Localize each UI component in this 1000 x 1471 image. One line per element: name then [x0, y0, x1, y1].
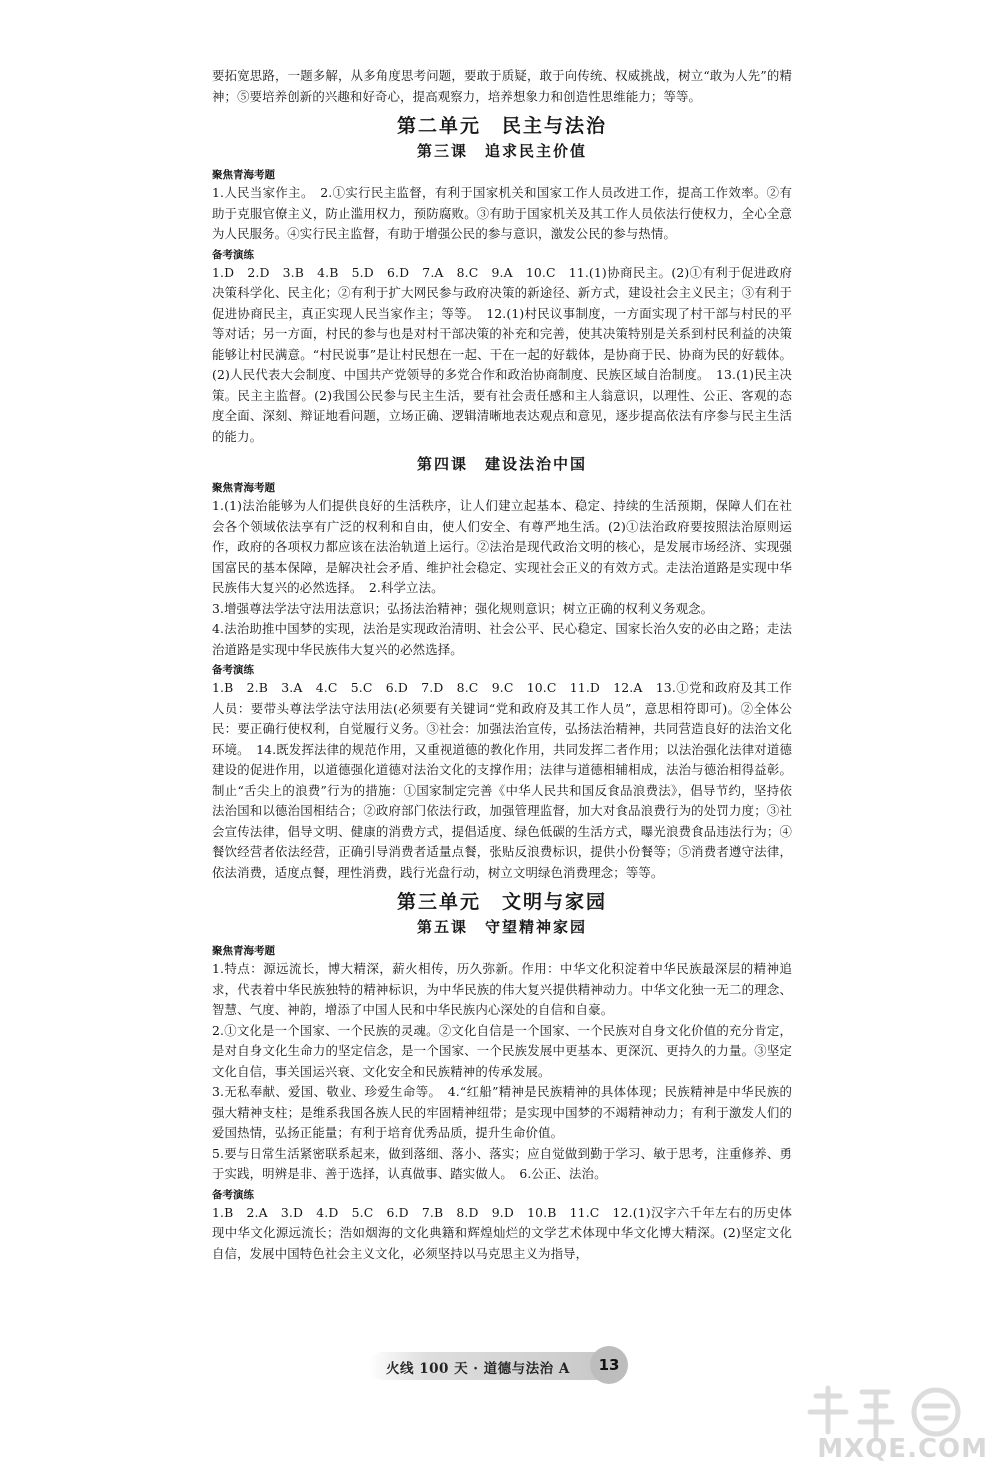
lesson4-focus-item: 3.增强尊法学法守法用法意识；弘扬法治精神；强化规则意识；树立正确的权利义务观念。: [212, 600, 714, 616]
watermark-site-text: MXQE.COM: [817, 1434, 988, 1464]
page-footer: [368, 1346, 630, 1384]
lesson4-focus-item: 4.法治助推中国梦的实现，法治是实现政治清明、社会公平、民心稳定、国家长治久安的必由之路；走法治道路是实现中华民族伟大复兴的必然选择。: [212, 621, 792, 657]
lesson4-practice-text: 1.B 2.B 3.A 4.C 5.C 6.D 7.D 8.C 9.C 10.C 11.D 12.A 13.①党和政府及其工作人员：要带头尊法学法守法用法(必须要有关键词“党和政府及其工作人员”，意思相符即可)。②全体公民：要正确行使权利，自觉履行义务。③社会：加强法治宣传，弘扬法治精神，共同营造良好的法治文化环境。 14.既发挥法律的规范作用，又重视道德的教化作用，共同发挥二者作用；以法治强化法律对道德建设的促进作用，以道德强化道德对法治文化的支撑作用；法律与道德相辅相成，法治与德治相得益彰。制止“舌尖上的浪费”行为的措施：①国家制定完善《中华人民共和国反食品浪费法》，倡导节约，坚持依法治国和以德治国相结合；②政府部门依法行政，加强管理监督，加大对食品浪费行为的处罚力度；③社会宣传法律，倡导文明、健康的消费方式，提倡适度、绿色低碳的生活方式，曝光浪费食品违法行为；④餐饮经营者依法经营，正确引导消费者适量点餐，张贴反浪费标识，提供小份餐等；⑤消费者遵守法律，依法消费，适度点餐，理性消费，践行光盘行动，树立文明绿色消费理念；等等。: [212, 680, 792, 880]
unit3-title: 第三单元 文明与家园: [396, 891, 607, 913]
lesson5-focus-item: 5.要与日常生活紧密联系起来，做到落细、落小、落实；应自觉做到勤于学习、敏于思考，注重修养、勇于实践，明辨是非、善于选择，认真做事、踏实做人。 6.公正、法治。: [212, 1145, 792, 1181]
lesson5-practice-text: 1.B 2.A 3.D 4.D 5.C 6.D 7.B 8.D 9.D 10.B 11.C 12.(1)汉字六千年左右的历史体现中华文化源远流长；浩如烟海的文化典籍和辉煌灿烂的文学艺术体现中华文化博大精深。(2)坚定文化自信，发展中国特色社会主义文化，必须坚持以马克思主义为指导，: [212, 1204, 792, 1261]
lesson3-focus-text: 1.人民当家作主。 2.①实行民主监督，有利于国家机关和国家工作人员改进工作，提高工作效率。②有助于克服官僚主义，防止滥用权力，预防腐败。③有助于国家机关及其工作人员依法行使权力，全心全意为人民服务。④实行民主监督，有助于增强公民的参与意识，激发公民的参与热情。: [212, 185, 792, 241]
lesson3-practice-label: 备考演练: [212, 248, 254, 261]
intro-paragraph: 要拓宽思路，一题多解，从多角度思考问题，要敢于质疑，敢于向传统、权威挑战，树立“敢为人先”的精神；⑤要培养创新的兴趣和好奇心，提高观察力，培养想象力和创造性思维能力；等等。: [212, 68, 792, 104]
lesson3-focus-label: 聚焦青海考题: [212, 169, 275, 181]
lesson4-title: 第四课 建设法治中国: [416, 455, 587, 473]
lesson4-practice-label: 备考演练: [212, 664, 254, 676]
lesson3-title: 第三课 追求民主价值: [416, 142, 587, 160]
lesson5-practice-label: 备考演练: [212, 1188, 254, 1201]
lesson3-practice-text: 1.D 2.D 3.B 4.B 5.D 6.D 7.A 8.C 9.A 10.C 11.(1)协商民主。(2)①有利于促进政府决策科学化、民主化；②有利于扩大网民参与政府决策的新途径、新方式，建设社会主义民主；③有利于促进协商民主，真正实现人民当家作主；等等。 12.(1)村民议事制度，一方面实现了村干部与村民的平等对话；另一方面，村民的参与也是对村干部决策的补充和完善，使其决策特别是关系到村民利益的决策能够让村民满意。“村民说事”是让村民想在一起、干在一起的好载体，是协商于民、协商为民的好载体。(2)人民代表大会制度、中国共产党领导的多党合作和政治协商制度、民族区域自治制度。 13.(1)民主决策。民主主监督。(2)我国公民参与民主生活，要有社会责任感和主人翁意识，以理性、公正、客观的态度全面、深刻、辩证地看问题，立场正确、逻辑清晰地表达观点和意见，逐步提高依法有序参与民主生活的能力。: [212, 264, 792, 444]
lesson4-focus-label: 聚焦青海考题: [212, 482, 275, 494]
watermark-logo-icon: [796, 1382, 994, 1442]
lesson5-focus-label: 聚焦青海考题: [212, 945, 275, 957]
lesson5-focus-item: 2.①文化是一个国家、一个民族的灵魂。②文化自信是一个国家、一个民族对自身文化价值的充分肯定，是对自身文化生命力的坚定信念，是一个国家、一个民族发展中更基本、更深沉、更持久的力量。③坚定文化自信，事关国运兴衰、文化安全和民族精神的传承发展。: [212, 1022, 792, 1079]
unit2-title: 第二单元 民主与法治: [396, 115, 607, 137]
watermark: [796, 1382, 994, 1466]
lesson5-focus-item: 3.无私奉献、爱国、敬业、珍爱生命等。 4.“红船”精神是民族精神的具体体现；民族精神是中华民族的强大精神支柱；是维系我国各族人民的牢固精神纽带；是实现中国梦的不竭精神动力；有利于激发人们的爱国热情，弘扬正能量；有利于培育优秀品质，提升生命价值。: [212, 1084, 792, 1140]
lesson5-title: 第五课 守望精神家园: [416, 918, 587, 936]
lesson4-focus-item: 1.(1)法治能够为人们提供良好的生活秩序，让人们建立起基本、稳定、持续的生活预期，保障人们在社会各个领域依法享有广泛的权利和自由，使人们安全、有尊严地生活。(2)①法治政府要按照法治原则运作，政府的各项权力都应该在法治轨道上运行。②法治是现代政治文明的核心，是发展市场经济、实现强国富民的基本保障，是解决社会矛盾、维护社会稳定、实现社会正义的有效方式。走法治道路是实现中华民族伟大复兴的必然选择。 2.科学立法。: [212, 498, 792, 595]
answer-page: [212, 66, 792, 1264]
lesson5-focus-item: 1.特点：源远流长，博大精深，薪火相传，历久弥新。作用：中华文化积淀着中华民族最深层的精神追求，代表着中华民族独特的精神标识，为中华民族的伟大复兴提供精神动力。中华文化独一无二的理念、智慧、气度、神韵，增添了中国人民和中华民族内心深处的自信和自豪。: [212, 961, 792, 1017]
page-number-badge: 13: [590, 1346, 628, 1384]
footer-book-title: 火线 100 天 · 道德与法治 A: [386, 1361, 570, 1377]
